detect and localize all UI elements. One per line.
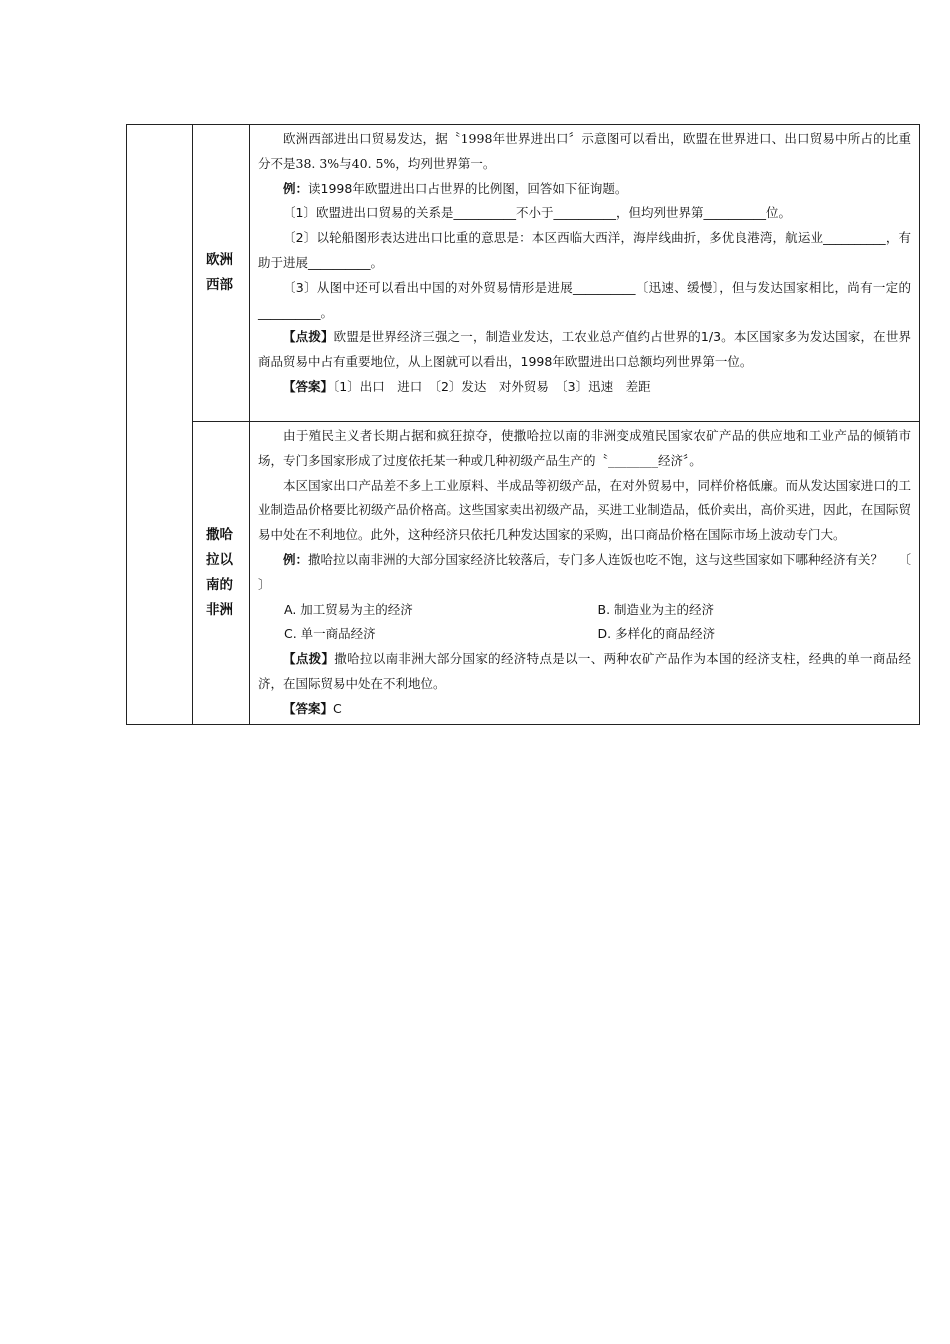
example-line <box>258 548 911 573</box>
answer-paragraph <box>258 375 911 400</box>
region-cell-western-europe <box>193 125 250 422</box>
content-table <box>126 124 920 725</box>
answer-text: 〔1〕出口 进口 〔2〕发达 对外贸易 〔3〕迅速 差距 <box>333 378 651 394</box>
table-row-sub-saharan-africa <box>127 422 920 725</box>
example-text: 撒哈拉以南非洲的大部分国家经济比较落后，专门多人连饭也吃不饱，这与这些国家如下哪种经济有关？ <box>308 551 884 567</box>
intro-paragraph: 欧洲西部进出口贸易发达，据〝1998年世界进出口〞示意图可以看出，欧盟在世界进口、出口贸易中所占的比重分不是38. 3%与40. 5%，均列世界第一。 <box>258 131 911 171</box>
tip-label: 【点拨】 <box>283 651 335 667</box>
tip-text: 撒哈拉以南非洲大部分国家的经济特点是以一、两种农矿产品作为本国的经济支柱，经典的单一商品经济，在国际贸易中处在不利地位。 <box>258 651 911 691</box>
answer-label: 【答案】 <box>283 700 334 716</box>
bracket-open: 〔 <box>898 551 911 567</box>
region-label: 欧洲西部 <box>206 252 233 293</box>
example-label: 例： <box>283 551 309 567</box>
question-3: 〔3〕从图中还可以看出中国的对外贸易情形是进展__________〔迅速、缓慢〕，但与发达国家相比，尚有一定的__________。 <box>258 279 911 320</box>
option-a: A. 加工贸易为主的经济 <box>284 601 413 617</box>
body-paragraph: 本区国家出口产品差不多上工业原料、半成品等初级产品，在对外贸易中，同样价格低廉。而从发达国家进口的工业制造品价格要比初级产品价格高。这些国家卖出初级产品，买进工业制造品，低价卖出，高价买进，因此，在国际贸易中处在不利地位。此外，这种经济只依托几种发达国家的采购，出口商品价格在国际市场上波动专门大。 <box>258 477 911 543</box>
example-label: 例： <box>283 180 309 196</box>
table-row-western-europe <box>127 125 920 422</box>
answer-text: C <box>333 700 342 716</box>
tip-label: 【点拨】 <box>283 329 334 345</box>
question-2: 〔2〕以轮船图形表达进出口比重的意思是：本区西临大西洋，海岸线曲折，多优良港湾，航运业__________，有助于进展__________。 <box>258 230 911 270</box>
bracket-close: 〕 <box>258 576 271 592</box>
region-label: 撒哈拉以南的非洲 <box>206 526 233 618</box>
intro-paragraph: 由于殖民主义者长期占据和疯狂掠夺，使撒哈拉以南的非洲变成殖民国家农矿产品的供应地和工业产品的倾销市场，专门多国家形成了过度依托某一种或几种初级产品生产的〝________经济〞。 <box>258 428 911 468</box>
content-cell-sub-saharan-africa <box>250 422 920 725</box>
answer-label: 【答案】 <box>283 378 334 394</box>
option-d: D. 多样化的商品经济 <box>597 626 716 642</box>
region-cell-sub-saharan-africa <box>193 422 250 725</box>
example-line <box>258 177 911 202</box>
answer-paragraph <box>258 697 911 722</box>
options-row-1 <box>258 598 911 623</box>
tip-paragraph <box>258 325 911 375</box>
tip-text: 欧盟是世界经济三强之一，制造业发达，工农业总产值约占世界的1/3。本区国家多为发达国家，在世界商品贸易中占有重要地位，从上图就可以看出，1998年欧盟进出口总额均列世界第一位。 <box>258 329 911 370</box>
tip-paragraph <box>258 647 911 697</box>
option-b: B. 制造业为主的经济 <box>597 601 715 617</box>
example-text: 读1998年欧盟进出口占世界的比例图，回答如下征询题。 <box>308 180 628 196</box>
blank-column <box>127 125 193 725</box>
option-c: C. 单一商品经济 <box>284 626 376 642</box>
question-1: 〔1〕欧盟进出口贸易的关系是__________不小于__________，但均列世界第__________位。 <box>283 205 791 221</box>
options-row-2 <box>258 622 911 647</box>
content-cell-western-europe <box>250 125 920 422</box>
